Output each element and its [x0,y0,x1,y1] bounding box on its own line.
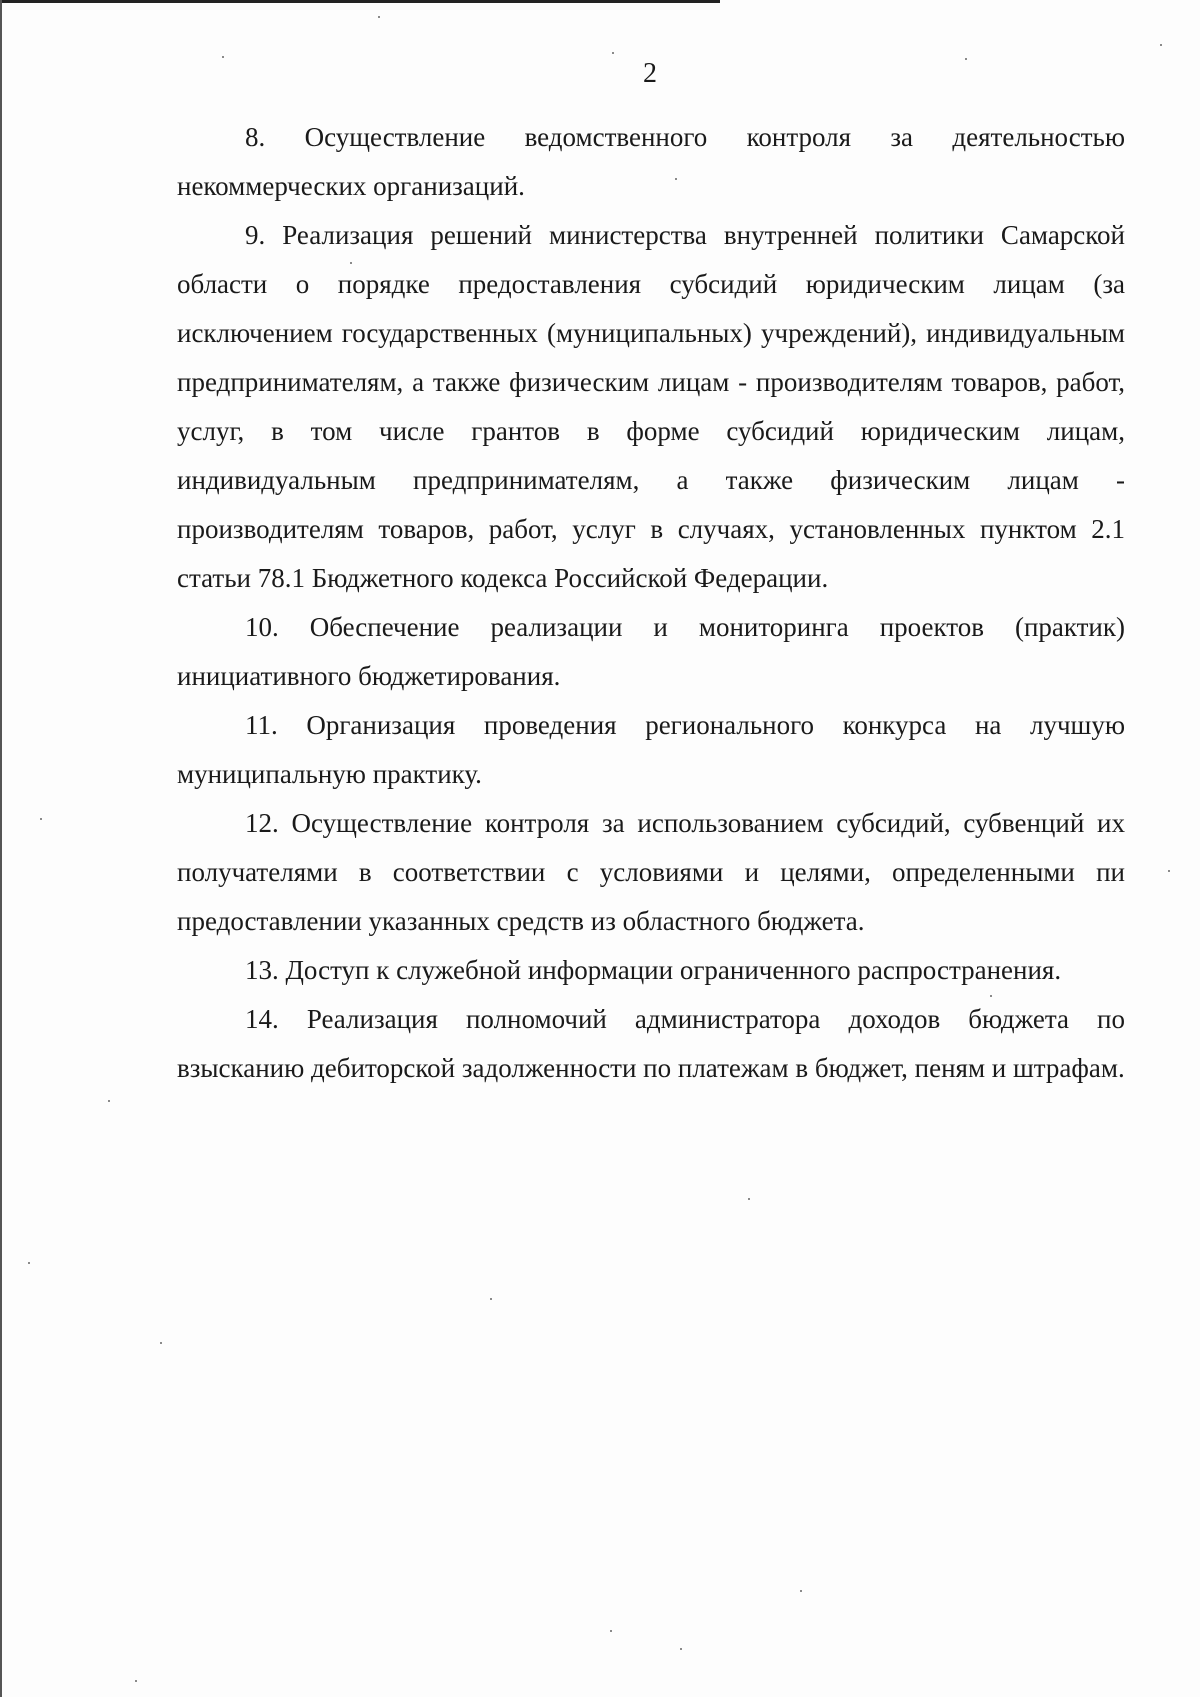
scan-speck [222,56,224,58]
scan-speck [1168,870,1170,872]
scan-speck [610,1630,612,1632]
scan-speck [612,52,614,54]
paragraph-item-13: 13. Доступ к служебной информации ограниченного распространения. [245,955,1062,985]
paragraph-item-12: 12. Осуществление контроля за использованием субсидий, субвенций их получателями в соответствии с условиями и целями, определенными пи предоставлении указанных средств из областного бюджета. [177,808,1125,936]
scan-speck [350,262,352,264]
scan-speck [40,818,42,820]
scan-speck [108,1100,110,1102]
document-body [177,113,1125,1093]
scan-top-edge [0,0,720,3]
paragraph-item-8: 8. Осуществление ведомственного контроля за деятельностью некоммерческих организаций. [177,122,1125,201]
paragraph-item-9: 9. Реализация решений министерства внутренней политики Самарской области о порядке предоставления субсидий юридическим лицам (за исключением государственных (муниципальных) учреждений), индивидуальным предпринимателям, а также физическим лицам - производителям товаров, работ, услуг, в том числе грантов в форме субсидий юридическим лицам, индивидуальным предпринимателям, а также физическим лицам - производителям товаров, работ, услуг в случаях, установленных пунктом 2.1 статьи 78.1 Бюджетного кодекса Российской Федерации. [177,220,1125,593]
scan-speck [748,1198,750,1200]
scan-speck [965,58,967,60]
scan-speck [490,1298,492,1300]
scan-speck [680,1648,682,1650]
scan-speck [800,1590,802,1592]
scan-speck [378,16,380,18]
page-number: 2 [643,58,657,89]
scan-speck [28,1262,30,1264]
paragraph-item-11: 11. Организация проведения регионального конкурса на лучшую муниципальную практику. [177,710,1125,789]
scan-left-edge [0,0,2,1697]
paragraph-item-10: 10. Обеспечение реализации и мониторинга проектов (практик) инициативного бюджетирования. [177,612,1125,691]
scan-speck [990,995,992,997]
scan-speck [675,178,677,180]
scan-speck [160,1342,162,1344]
scan-speck [1160,44,1162,46]
scan-speck [135,1680,137,1682]
paragraph-item-14: 14. Реализация полномочий администратора доходов бюджета по взысканию дебиторской задолженности по платежам в бюджет, пеням и штрафам. [177,1004,1125,1083]
